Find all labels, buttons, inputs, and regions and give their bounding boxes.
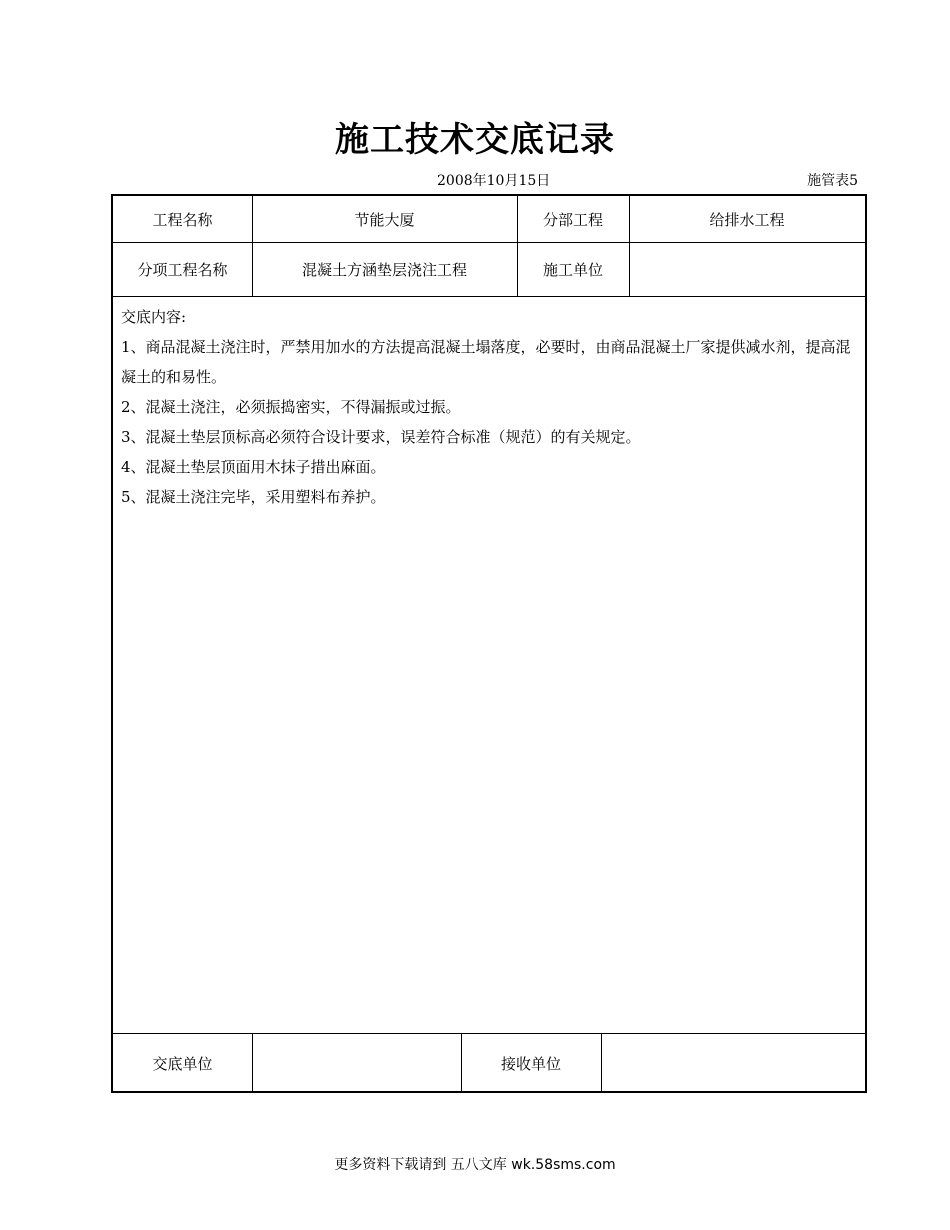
briefing-content[interactable] (121, 302, 861, 512)
division-value[interactable]: 给排水工程 (709, 210, 785, 229)
document-title: 施工技术交底记录 (335, 120, 615, 160)
briefing-unit-value[interactable] (252, 1033, 461, 1093)
row-divider (113, 296, 865, 297)
receiving-unit-value[interactable] (601, 1033, 865, 1093)
content-item-4: 4、混凝土垫层顶面用木抹子措出麻面。 (121, 458, 386, 476)
content-item-2: 2、混凝土浇注，必须振捣密实，不得漏振或过振。 (121, 398, 461, 416)
project-name-label: 工程名称 (152, 210, 213, 229)
record-table (111, 194, 867, 1093)
form-number: 施管表5 (807, 173, 858, 189)
content-heading: 交底内容: (121, 308, 187, 326)
document-date: 2008年10月15日 (437, 173, 551, 189)
content-item-3: 3、混凝土垫层顶标高必须符合设计要求，误差符合标准（规范）的有关规定。 (121, 428, 641, 446)
project-name-value[interactable]: 节能大厦 (354, 210, 415, 229)
subitem-name-value[interactable]: 混凝土方涵垫层浇注工程 (301, 260, 467, 279)
content-item-1: 1、商品混凝土浇注时，严禁用加水的方法提高混凝土塌落度，必要时，由商品混凝土厂家提供减水剂，提高混凝土的和易性。 (121, 338, 851, 386)
footer-link[interactable]: 更多资料下载请到 五八文库 wk.58sms.com (334, 1157, 616, 1173)
construction-unit-label: 施工单位 (542, 260, 603, 279)
content-item-5: 5、混凝土浇注完毕，采用塑料布养护。 (121, 488, 386, 506)
construction-unit-value[interactable] (629, 242, 865, 296)
subitem-name-label: 分项工程名称 (137, 260, 228, 279)
receiving-unit-label: 接收单位 (500, 1054, 561, 1073)
division-label: 分部工程 (542, 210, 603, 229)
briefing-unit-label: 交底单位 (152, 1054, 213, 1073)
